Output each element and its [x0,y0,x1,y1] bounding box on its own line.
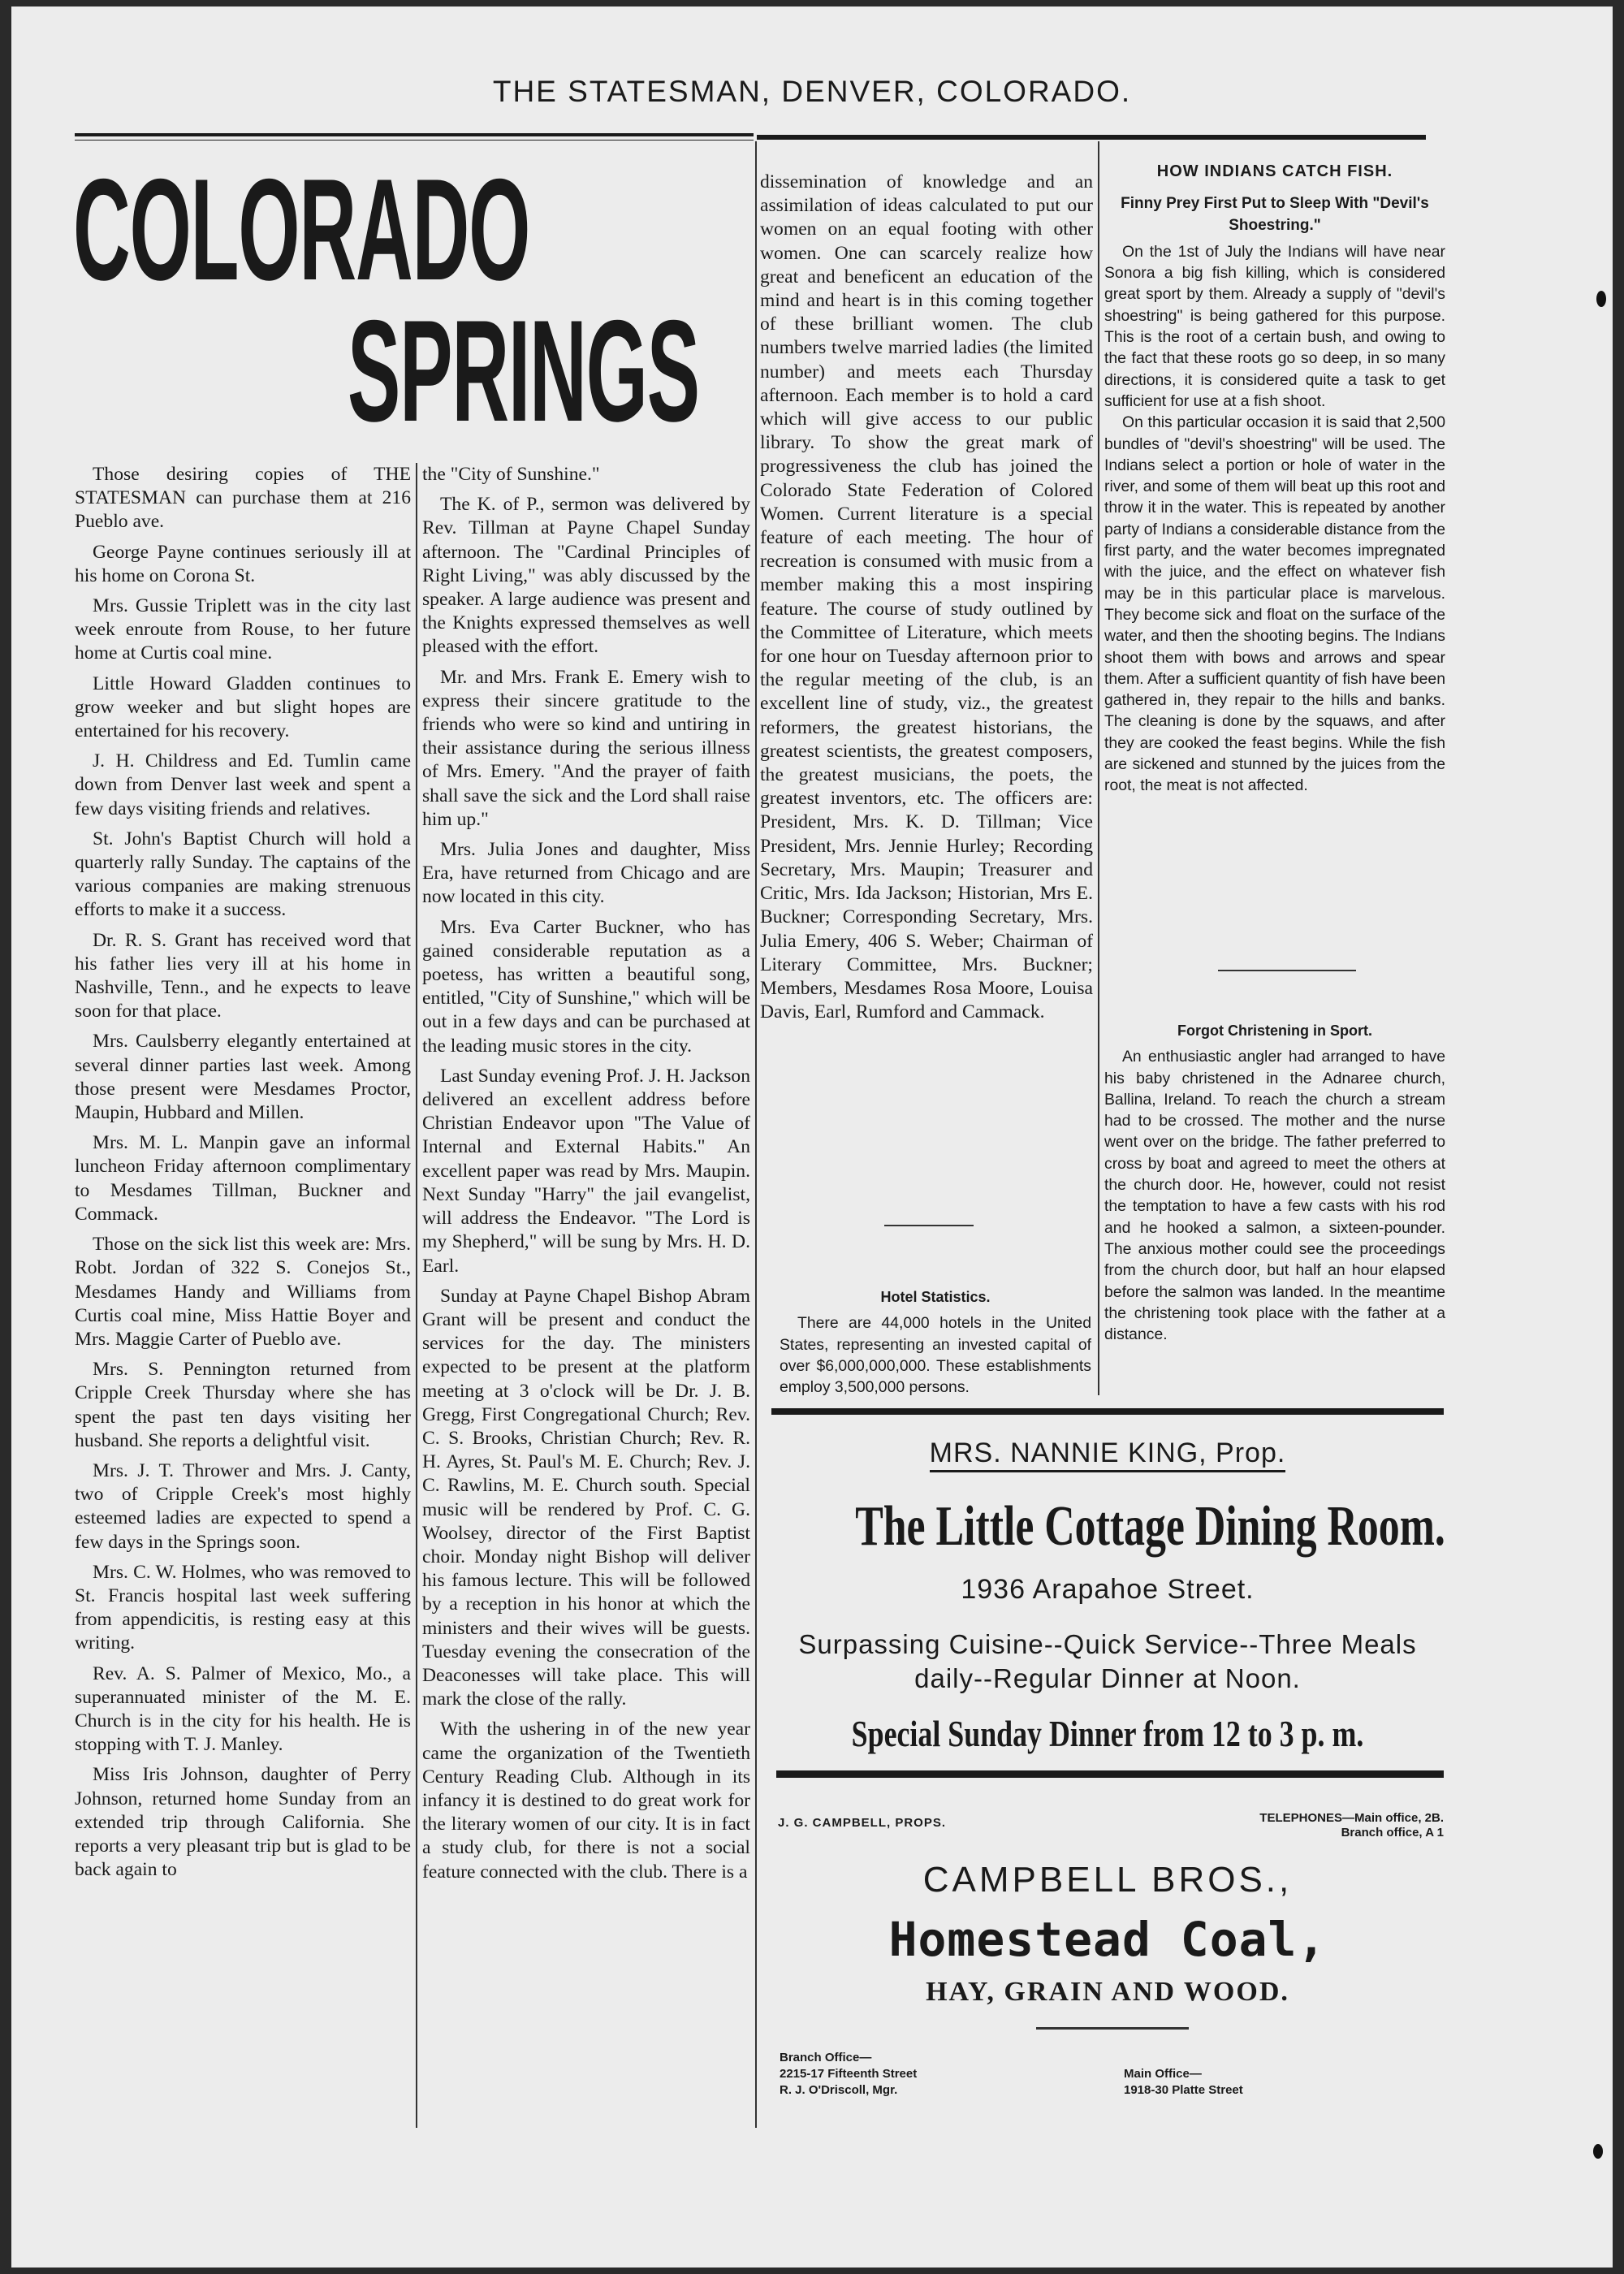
campbell-branch-manager: R. J. O'Driscoll, Mgr. [780,2083,898,2097]
cottage-name [767,1494,1449,1558]
column-rule-3 [1098,141,1099,1395]
col2-item-0: The K. of P., sermon was delivered by Rev. Tillman at Payne Chapel Sunday afternoon. The "Cardinal Principles of Right Living," was ably discussed by the speaker. A large audience was present and the Knights expressed themselves as well pleased with the effort. [422,494,750,658]
cottage-proprietor [767,1437,1449,1469]
header-rule-left-thin [75,140,754,141]
col1-item-7: Mrs. Caulsberry elegantly entertained at several dinner parties last week. Among those present were Mesdames Proctor, Maupin, Hubbard and Millen. [75,1031,411,1124]
ad-middle-rule [776,1770,1444,1778]
campbell-telephones [1109,1811,1444,1840]
col2-item-3: Mrs. Eva Carter Buckner, who has gained considerable reputation as a poetess, has written a beautiful song, entitled, "City of Sunshine," which will be out in a few days and can be purchased at the leading music stores in the city. [422,916,750,1057]
col1-item-5: St. John's Baptist Church will hold a quarterly rally Sunday. The captains of the various companies are making strenuous efforts to make it a success. [75,828,411,921]
col4-rule [1218,970,1356,971]
campbell-goods: HAY, GRAIN AND WOOD. [926,1977,1289,2007]
fish-story [1104,161,1445,797]
headline-springs: SPRINGS [348,290,699,452]
cottage-special-text: Special Sunday Dinner from 12 to 3 p. m. [851,1713,1364,1754]
campbell-product-text: Homestead Coal, [888,1912,1327,1967]
campbell-branch-label: Branch Office— [780,2051,872,2064]
col1-item-11: Mrs. J. T. Thrower and Mrs. J. Canty, two of Cripple Creek's most highly esteemed ladies are expected to spend a few days in the Springs soon. [75,1459,411,1553]
christening-story [1104,1020,1445,1345]
col1-item-12: Mrs. C. W. Holmes, who was removed to St. Francis hospital last week suffering from appendicitis, is resting easy at this writing. [75,1561,411,1654]
col3-rule [884,1225,974,1226]
campbell-branch-address: 2215-17 Fifteenth Street [780,2067,918,2081]
cottage-special [767,1712,1449,1755]
fish-story-title: HOW INDIANS CATCH FISH. [1156,162,1393,180]
campbell-telephones-main: TELEPHONES—Main office, 2B. [1259,1811,1444,1825]
campbell-rule [1036,2027,1189,2030]
col1-item-13: Rev. A. S. Palmer of Mexico, Mo., a superannuated minister of the M. E. Church is in the city for his health. He is stopping with T. J. Manley. [75,1662,411,1756]
col2-item-5: Sunday at Payne Chapel Bishop Abram Grant will be present and conduct the services for the day. The ministers expected to be present at the platform meeting at 3 o'clock will be Dr. J. B. Gregg, First Congregational Church; Rev. C. S. Brooks, Christian Church; Rev. R. H. Ayres, St. Paul's M. E. Church; Rev. J. C. Rawlins, M. E. Church south. Special music will be rendered by Prof. C. G. Woolsey, director of the First Baptist choir. Monday night Bishop will deliver his famous lecture. This will be followed by a reception in his honor at which the ministers and their wives will be guests. Tuesday evening the consecration of the Deaconesses will take place. This will mark the close of the rally. [422,1285,750,1710]
campbell-props: J. G. CAMPBELL, PROPS. [778,1816,947,1830]
col1-item-10: Mrs. S. Pennington returned from Cripple Creek Thursday where she has spent the past ten days visiting her husband. She reports a delightful visit. [75,1359,411,1451]
column-3 [760,171,1093,1031]
col2-lead: the "City of Sunshine." [422,464,600,485]
campbell-name: CAMPBELL BROS., [922,1860,1293,1900]
campbell-main-office [1124,2066,1243,2099]
col1-item-14: Miss Iris Johnson, daughter of Perry Johnson, returned home Sunday from an extended trip through California. She reports a very pleasant trip but is glad to be back again to [75,1764,411,1881]
col1-item-6: Dr. R. S. Grant has received word that his father lies very ill at his home in Nashville, Tenn., and he expects to leave soon for that place. [75,929,411,1022]
col3-item-0: dissemination of knowledge and an assimilation of ideas calculated to put our women on an equal footing with other women. One can scarcely realize how great and beneficent an education of the mind and heart is in this coming together of these brilliant women. The club numbers twelve married ladies (the limited number) and meets each Thursday afternoon. Each member is to hold a card which will give access to our public library. To show the great mark of progressiveness the club has joined the Colorado State Federation of Colored Women. Current literature is a special feature of each meeting. The hour of recreation is consumed with music from a member making this a most inspiring feature. The course of study outlined by the Committee of Literature, which meets for one hour on Tuesday afternoon prior to the regular meeting of the club, is an excellent line of study, viz., the greatest reformers, the greatest historians, the greatest scientists, the greatest composers, the greatest musicians, the poets, the greatest inventors, etc. The officers are: President, Mrs. K. D. Tillman; Vice President, Mrs. Jennie Hurley; Recording Secretary, Mrs. Maupin; Treasurer and Critic, Mrs. Ida Jackson; Historian, Mrs E. Buckner; Corresponding Secretary, Mrs. Julia Emery, 406 S. Weber; Chairman of Literary Committee, Mrs. Buckner; Members, Mesdames Rosa Moore, Louisa Davis, Earl, Rumford and Cammack. [760,171,1093,1023]
headline-colorado: COLORADO [73,149,530,310]
hotel-statistics-title: Hotel Statistics. [880,1289,991,1305]
newspaper-page [11,6,1613,2268]
column-1 [75,463,411,1882]
campbell-telephones-branch: Branch office, A 1 [1341,1826,1444,1840]
campbell-main-label: Main Office— [1124,2067,1202,2081]
christening-story-text: An enthusiastic angler had arranged to have his baby christened in the Adnaree church, Ballina, Ireland. To reach the church a stream had to be crossed. The mother and the nurse went over on the bridge. The father preferred to cross by boat and agreed to meet the others at the church door. He, however, could not resist the temptation to have a few casts with his rod and he hooked a salmon, a sixteen-pounder. The anxious mother could see the proceedings from the church door, but half an hour elapsed before the salmon was landed. In the meantime the christening took place with the father at a distance. [1104,1048,1445,1344]
christening-story-title: Forgot Christening in Sport. [1177,1022,1372,1039]
col2-item-1: Mr. and Mrs. Frank E. Emery wish to express their sincere gratitude to the friends who were so kind and untiring in their assistance during the serious illness of Mrs. Emery. "And the prayer of faith shall save the sick and the Lord shall raise him up." [422,666,750,830]
col1-item-4: J. H. Childress and Ed. Tumlin came down from Denver last week and spent a few days visiting friends and relatives. [75,750,411,819]
col1-item-9: Those on the sick list this week are: Mrs. Robt. Jordan of 322 S. Conejos St., Mesdames Handy and Williams from Curtis coal mine, Miss Hattie Boyer and Mrs. Maggie Carter of Pueblo ave. [75,1234,411,1350]
col1-item-0: Those desiring copies of THE STATESMAN can purchase them at 216 Pueblo ave. [75,464,411,533]
ad-top-rule [771,1408,1444,1415]
hotel-statistics-text: There are 44,000 hotels in the United States, representing an invested capital of over $6,000,000,000. These establishments employ 3,500,000 persons. [780,1314,1091,1397]
col2-item-6: With the ushering in of the new year came the organization of the Twentieth Century Reading Club. Although in its infancy it is destined to do great work for the literary women of our city. It is in fact a study club, for there is not a social feature connected with the club. There is a [422,1718,750,1883]
header-rule-right [757,135,1426,140]
fish-story-para-1: On this particular occasion it is said that 2,500 bundles of "devil's shoestring" will be used. The Indians select a portion or hole of water in the river, and some of them will beat up this root and throw it in the water. This is repeated by another party of Indians a considerable distance from the first party, and the water becomes impregnated with the juice, and the effect on whatever fish may be in this particular place is marvelous. They become sick and float on the surface of the water, and then the shooting begins. The Indians shoot them with bows and arrows and spear them. After a sufficient quantity of fish have been gathered in, they repair to the hills and banks. The cleaning is done by the squaws, and after they are cooked the feast begins. While the fish are sickened and stunned by the juices from the root, the meat is not affected. [1104,413,1445,795]
running-head: THE STATESMAN, DENVER, COLORADO. [492,75,1132,108]
punch-hole-mark-bottom [1593,2144,1603,2159]
col1-item-2: Mrs. Gussie Triplett was in the city last week enroute from Rouse, to her future home at Curtis coal mine. [75,595,411,664]
col2-item-2: Mrs. Julia Jones and daughter, Miss Era, have returned from Chicago and are now located in this city. [422,839,750,908]
col2-item-4: Last Sunday evening Prof. J. H. Jackson delivered an excellent address before Christian Endeavor upon "The Value of Internal and External Habits." An excellent paper was read by Mrs. Maupin. Next Sunday "Harry" the jail evangelist, will address the Endeavor. "The Lord is my Shepherd," will be sung by Mrs. H. D. Earl. [422,1065,750,1277]
cottage-address: 1936 Arapahoe Street. [961,1574,1255,1605]
column-2 [422,463,750,1884]
col1-item-3: Little Howard Gladden continues to grow weeker and but slight hopes are entertained for his recovery. [75,672,411,742]
campbell-main-address: 1918-30 Platte Street [1124,2083,1243,2097]
col1-item-8: Mrs. M. L. Manpin gave an informal luncheon Friday afternoon complimentary to Mesdames Tillman, Buckner and Commack. [75,1132,411,1225]
column-rule-1 [416,463,417,2128]
punch-hole-mark [1596,291,1606,307]
fish-story-para-0: On the 1st of July the Indians will have near Sonora a big fish killing, which is considered great sport by them. Already a supply of "devil's shoestring" is being gathered for this purpose. This is the root of a certain bush, and owing to the fact that these roots go so deep, in so many directions, it is considered quite a task to get sufficient for use at a fish shoot. [1104,242,1445,410]
column-rule-2 [755,141,757,2128]
col1-item-1: George Payne continues seriously ill at his home on Corona St. [75,541,411,586]
hotel-statistics [780,1286,1091,1398]
cottage-proprietor-text: MRS. NANNIE KING, Prop. [930,1437,1286,1472]
fish-story-subtitle: Finny Prey First Put to Sleep With "Devil's Shoestring." [1121,195,1429,234]
header-rule-left [75,133,754,136]
campbell-branch-office [780,2050,917,2099]
cottage-name-text: The Little Cottage Dining Room. [855,1495,1445,1558]
cottage-tagline: Surpassing Cuisine--Quick Service--Three Meals daily--Regular Dinner at Noon. [798,1629,1417,1693]
campbell-product [767,1912,1449,1967]
